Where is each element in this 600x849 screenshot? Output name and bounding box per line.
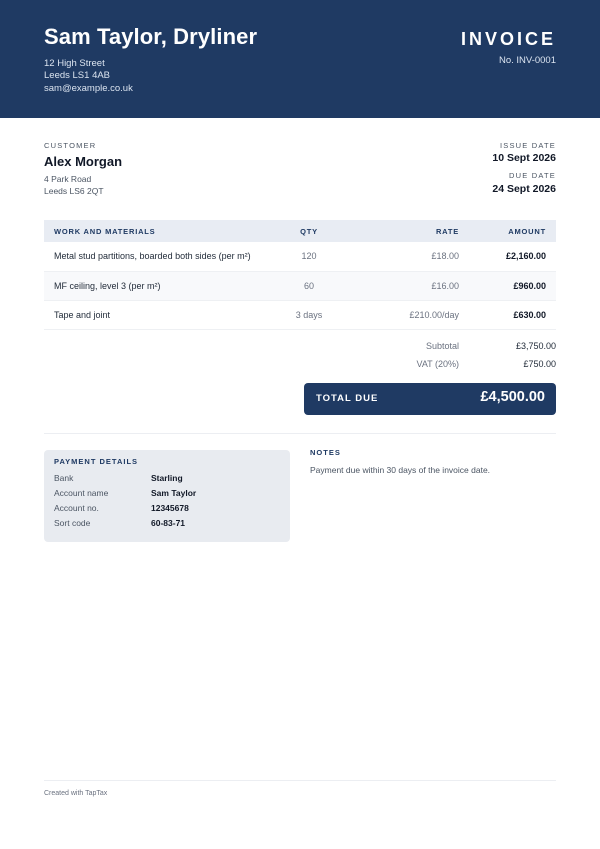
col-header-qty: QTY xyxy=(279,220,339,242)
item-amount: £630.00 xyxy=(459,300,556,329)
sort-code-value: 60-83-71 xyxy=(151,518,186,528)
vat-value: £750.00 xyxy=(523,359,556,369)
total-due-label: TOTAL DUE xyxy=(316,393,379,404)
business-name: Sam Taylor, Dryliner xyxy=(44,24,258,49)
due-date-label: DUE DATE xyxy=(509,171,556,180)
customer-address-line1: 4 Park Road xyxy=(44,174,92,184)
business-address-line1: 12 High Street xyxy=(44,58,105,69)
table-row xyxy=(44,271,556,300)
sort-code-label: Sort code xyxy=(54,518,91,528)
total-due-box xyxy=(304,383,556,415)
business-email: sam@example.co.uk xyxy=(44,83,133,94)
business-address-line2: Leeds LS1 4AB xyxy=(44,70,111,81)
customer-label: CUSTOMER xyxy=(44,141,97,150)
item-amount: £2,160.00 xyxy=(459,242,556,271)
footer-divider xyxy=(44,780,556,781)
due-date: 24 Sept 2026 xyxy=(492,183,556,195)
issue-date: 10 Sept 2026 xyxy=(492,152,556,164)
subtotal-value: £3,750.00 xyxy=(515,341,556,351)
notes-title: NOTES xyxy=(310,448,341,457)
item-description: Metal stud partitions, boarded both sides (per m²) xyxy=(44,242,279,271)
bank-label: Bank xyxy=(54,473,74,483)
item-qty: 3 days xyxy=(279,300,339,329)
invoice-header xyxy=(0,0,600,118)
account-no-value: 12345678 xyxy=(151,503,189,513)
col-header-description: WORK AND MATERIALS xyxy=(44,220,279,242)
payment-details-panel xyxy=(44,450,290,542)
account-name-label: Account name xyxy=(54,488,109,498)
bank-value: Starling xyxy=(151,473,183,483)
account-no-label: Account no. xyxy=(54,503,99,513)
table-header-row xyxy=(44,220,556,242)
payment-details-title: PAYMENT DETAILS xyxy=(54,457,139,466)
item-qty: 120 xyxy=(279,242,339,271)
customer-name: Alex Morgan xyxy=(44,154,123,169)
line-items-table xyxy=(44,220,556,330)
item-description: MF ceiling, level 3 (per m²) xyxy=(44,271,279,300)
subtotal-label: Subtotal xyxy=(425,341,459,351)
issue-date-label: ISSUE DATE xyxy=(499,141,556,150)
table-row xyxy=(44,300,556,329)
account-name-value: Sam Taylor xyxy=(151,488,197,498)
item-rate: £18.00 xyxy=(339,242,459,271)
item-qty: 60 xyxy=(279,271,339,300)
total-due-value: £4,500.00 xyxy=(480,389,545,405)
customer-address-line2: Leeds LS6 2QT xyxy=(44,186,104,196)
item-rate: £16.00 xyxy=(339,271,459,300)
item-description: Tape and joint xyxy=(44,300,279,329)
invoice-number: No. INV-0001 xyxy=(498,55,556,66)
col-header-rate: RATE xyxy=(339,220,459,242)
notes-text: Payment due within 30 days of the invoice date. xyxy=(310,465,491,475)
item-rate: £210.00/day xyxy=(339,300,459,329)
footer-credit: Created with TapTax xyxy=(44,790,108,797)
table-row xyxy=(44,242,556,271)
vat-label: VAT (20%) xyxy=(416,359,459,369)
col-header-amount: AMOUNT xyxy=(459,220,556,242)
item-amount: £960.00 xyxy=(459,271,556,300)
section-divider xyxy=(44,433,556,434)
invoice-title: INVOICE xyxy=(460,29,556,49)
